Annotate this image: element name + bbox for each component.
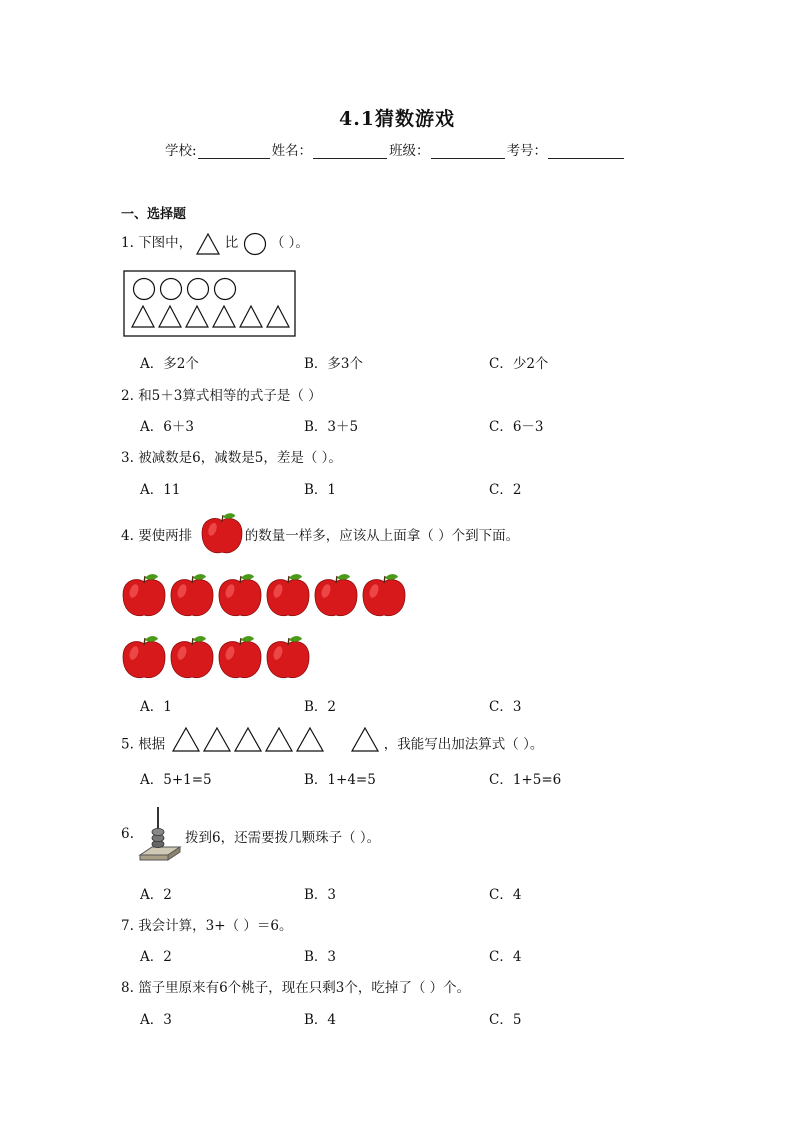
option-a[interactable]: A．6＋3 xyxy=(140,419,194,435)
apple-icon xyxy=(123,574,165,616)
triangle-shape xyxy=(352,728,378,751)
option-a[interactable]: A．3 xyxy=(140,1012,172,1028)
option-c[interactable]: C．5 xyxy=(489,1012,522,1028)
option-b[interactable]: B．2 xyxy=(304,699,337,715)
question-6-text: 拨到6，还需要拨几颗珠子（ ）。 xyxy=(185,830,381,846)
class-field[interactable] xyxy=(431,144,505,159)
apple-icon xyxy=(315,574,357,616)
question-number: 3. xyxy=(121,450,134,466)
circle-icon xyxy=(243,232,267,256)
question-text: 被减数是6，减数是5，差是（ ）。 xyxy=(138,450,342,466)
question-text: （ ）。 xyxy=(270,235,309,251)
triangle-shape xyxy=(266,728,292,751)
option-b[interactable]: B．3 xyxy=(304,887,337,903)
question-text: 要使两排 xyxy=(138,528,193,544)
question-text: 比 xyxy=(224,235,239,251)
exam-number-label: 考号： xyxy=(506,143,548,159)
question-number: 4. xyxy=(121,528,134,544)
question-4 xyxy=(121,524,519,544)
option-a[interactable]: A．2 xyxy=(140,887,172,903)
option-b[interactable]: B．3 xyxy=(304,949,337,965)
question-text: 篮子里原来有6个桃子，现在只剩3个，吃掉了（ ）个。 xyxy=(138,980,471,996)
school-field[interactable] xyxy=(198,144,270,159)
question-text: 下图中， xyxy=(138,235,193,251)
option-b[interactable]: B．1 xyxy=(304,482,337,498)
question-number: 5. xyxy=(121,736,134,753)
question-number: 1. xyxy=(121,235,134,251)
apple-icon xyxy=(202,513,242,552)
option-c[interactable]: C．6－3 xyxy=(489,419,544,435)
apple-row-top-svg xyxy=(120,570,410,620)
option-b[interactable]: B．多3个 xyxy=(304,356,364,372)
question-6-number: 6. xyxy=(121,826,134,842)
shapes-figure-svg xyxy=(123,270,297,338)
shapes-figure xyxy=(123,270,297,338)
question-2 xyxy=(121,384,322,404)
question-number: 7. xyxy=(121,918,134,934)
option-a[interactable]: A．5+1=5 xyxy=(140,772,212,788)
name-field[interactable] xyxy=(313,144,387,159)
question-number: 8. xyxy=(121,980,134,996)
apple-icon xyxy=(171,636,213,678)
apple-icon xyxy=(267,636,309,678)
option-c[interactable]: C．1+5=6 xyxy=(489,772,562,788)
apple-icon xyxy=(199,510,245,556)
apple-icon xyxy=(219,574,261,616)
question-7 xyxy=(121,914,292,934)
option-a[interactable]: A．11 xyxy=(140,482,181,498)
question-text: 我会计算，3+（ ）＝6。 xyxy=(138,918,293,934)
option-c[interactable]: C．少2个 xyxy=(489,356,549,372)
triangle-group-figure xyxy=(171,726,385,754)
option-a[interactable]: A．1 xyxy=(140,699,172,715)
question-3 xyxy=(121,446,342,466)
option-c[interactable]: C．4 xyxy=(489,949,522,965)
triangle-shape xyxy=(204,728,230,751)
question-1 xyxy=(121,231,309,256)
question-text: 和5＋3算式相等的式子是（ ） xyxy=(138,388,322,404)
question-8 xyxy=(121,976,470,996)
apple-row-top xyxy=(120,570,410,620)
school-label: 学校: xyxy=(165,143,197,159)
apple-icon xyxy=(363,574,405,616)
triangle-icon xyxy=(196,233,220,255)
option-b[interactable]: B．1+4=5 xyxy=(304,772,376,788)
option-a[interactable]: A．2 xyxy=(140,949,172,965)
apple-row-bottom-svg xyxy=(120,632,410,682)
option-c[interactable]: C．3 xyxy=(489,699,522,715)
apple-icon xyxy=(123,636,165,678)
apple-icon xyxy=(219,636,261,678)
option-c[interactable]: C．4 xyxy=(489,887,522,903)
triangle-group-svg xyxy=(171,726,385,754)
option-a[interactable]: A．多2个 xyxy=(140,356,199,372)
apple-icon xyxy=(171,574,213,616)
class-label: 班级： xyxy=(389,143,430,159)
apple-icon-svg xyxy=(199,510,245,556)
option-c[interactable]: C．2 xyxy=(489,482,522,498)
apple-icon xyxy=(267,574,309,616)
name-label: 姓名： xyxy=(271,143,313,159)
triangle-shape xyxy=(235,728,261,751)
question-text: 的数量一样多，应该从上面拿（ ）个到下面。 xyxy=(244,528,520,544)
question-number: 2. xyxy=(121,388,134,404)
question-text: ，我能写出加法算式（ ）。 xyxy=(383,736,544,753)
apple-row-bottom xyxy=(120,632,410,682)
question-text: 根据 xyxy=(138,736,166,753)
student-info-line xyxy=(165,139,626,159)
page-title: 4.1猜数游戏 xyxy=(338,108,456,130)
triangle-shape xyxy=(297,728,323,751)
option-b[interactable]: B．4 xyxy=(304,1012,337,1028)
exam-number-field[interactable] xyxy=(548,144,624,159)
triangle-shape xyxy=(173,728,199,751)
section-title: 一、选择题 xyxy=(121,207,187,222)
option-b[interactable]: B．3＋5 xyxy=(304,419,359,435)
abacus-icon xyxy=(138,805,182,865)
